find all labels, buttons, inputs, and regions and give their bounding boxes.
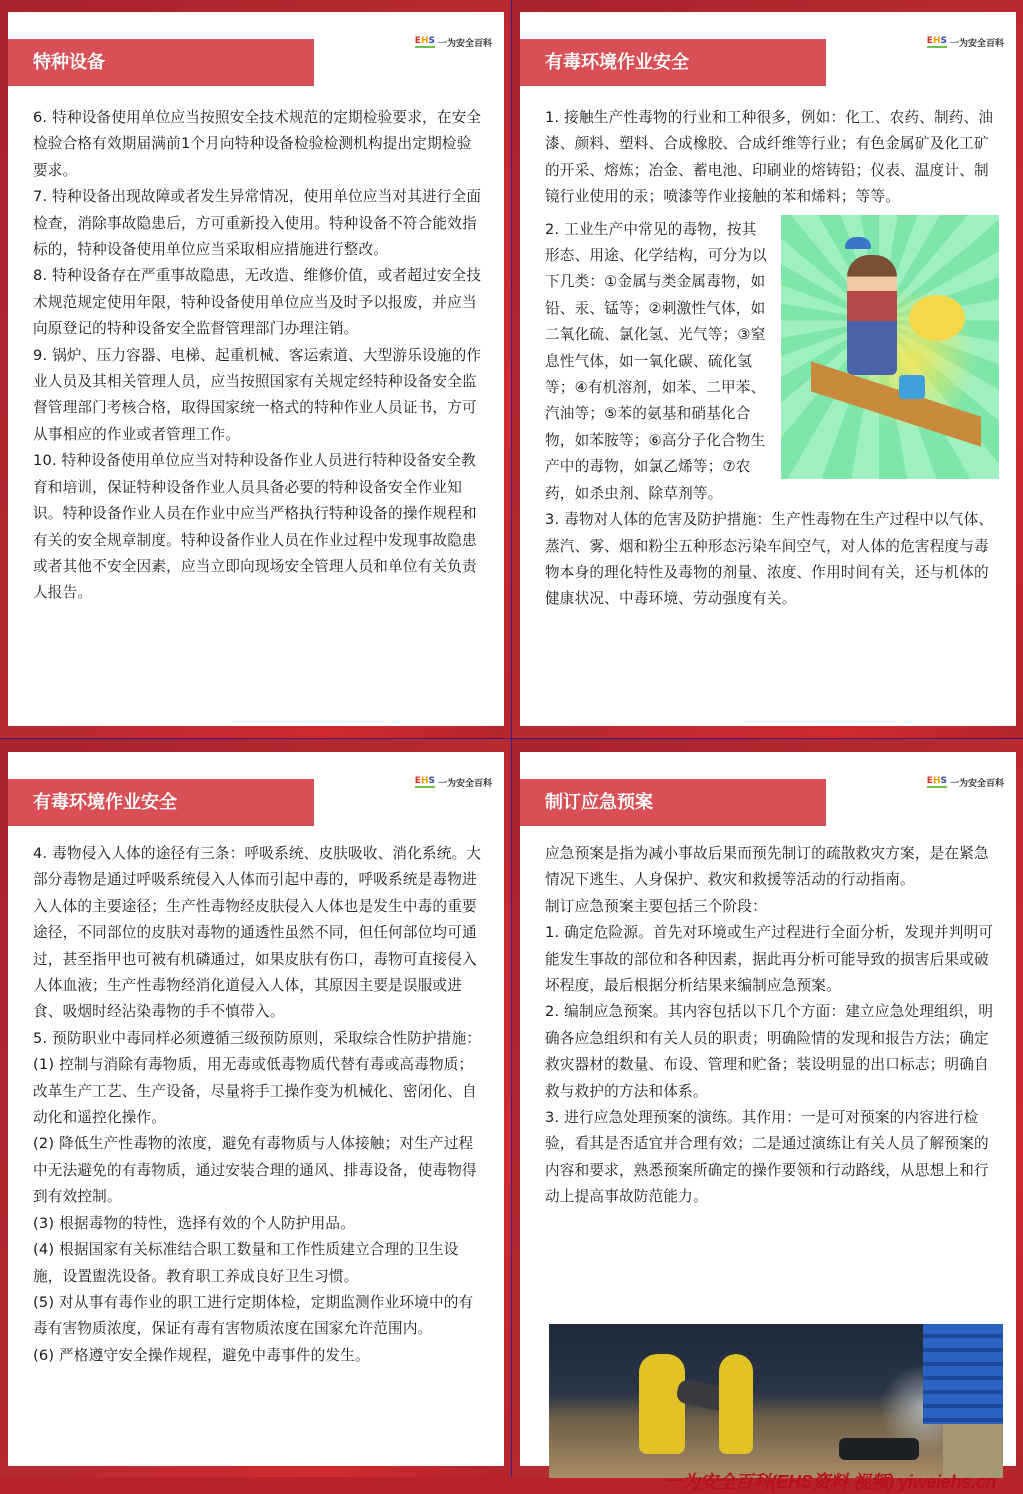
ehs-logo-icon: EHS: [926, 776, 947, 786]
section-body: [545, 841, 998, 1211]
worker-figure: [847, 255, 897, 375]
toxic-cloud-shape: [909, 295, 965, 341]
section-title: 特种设备: [8, 39, 314, 86]
paragraph: 2. 工业生产中常见的毒物，按其形态、用途、化学结构，可分为以下几类：①金属与类金属毒物，如铅、汞、锰等；②刺激性气体，如二氧化硫、氯化氢、光气等；③窒息性气体，如一氧化碳、硫化氢等；④有机溶剂，如苯、二甲苯、汽油等；⑤苯的氨基和硝基化合物，如苯胺等；⑥高分子化合物生产中的毒物，如氯乙烯等；⑦农药，如杀虫剂、除草剂等。: [545, 220, 767, 502]
stairs-shape: [923, 1324, 1003, 1424]
toxic-fumes-illustration: [781, 215, 999, 479]
section-title: 制订应急预案: [520, 779, 826, 826]
paragraph: 4. 毒物侵入人体的途径有三条：呼吸系统、皮肤吸收、消化系统。大部分毒物是通过呼吸系统侵入人体而引起中毒的，呼吸系统是毒物进入人体的主要途径；生产性毒物经皮肤侵入人体也是发生中毒的重要途径，不同部位的皮肤对毒物的通透性虽然不同，但任何部位均可通过，甚至指甲也可被有机磷通过，如果皮肤有伤口，毒物可直接侵入人体血液；生产性毒物经消化道侵入人体，其原因主要是误服或进食、吸烟时经沾染毒物的手不慎带入。: [33, 845, 482, 1021]
paragraph: 10. 特种设备使用单位应当对特种设备作业人员进行特种设备安全教育和培训，保证特种设备作业人员具备必要的特种设备安全作业知识。特种设备作业人员在作业中应当严格执行特种设备的操作规程和有关的安全规章制度。特种设备作业人员在作业过程中发现事故隐患或者其他不安全因素，应当立即向现场安全管理人员和单位有关负责人报告。: [33, 452, 477, 602]
paragraph: (6) 严格遵守安全操作规程，避免中毒事件的发生。: [33, 1346, 370, 1364]
section-body: [545, 105, 998, 613]
paragraph: 3. 进行应急处理预案的演练。其作用：一是可对预案的内容进行检验，看其是否适宜并合理有效；二是通过演练让有关人员了解预案的内容和要求，熟悉预案所确定的操作要领和行动路线，从思想上和行动上提高事故防范能力。: [545, 1109, 989, 1206]
brand-logo: [927, 776, 1004, 789]
paragraph: 3. 毒物对人体的危害及防护措施：生产性毒物在生产过程中以气体、蒸汽、雾、烟和粉尘五种形态污染车间空气，对人体的危害程度与毒物本身的理化特性及毒物的剂量、浓度、作用时间有关，还与机体的健康状况、中毒环境、劳动强度有关。: [545, 511, 994, 608]
brand-logo: [415, 36, 492, 49]
brand-tagline: 一为安全百科: [437, 779, 492, 789]
jar-shape: [899, 375, 925, 399]
drum-shape: [839, 1438, 919, 1460]
paragraph: 制订应急预案主要包括三个阶段：: [545, 897, 767, 915]
brand-tagline: 一为安全百科: [949, 779, 1004, 789]
ehs-logo-icon: EHS: [414, 36, 435, 46]
paragraph: 9. 锅炉、压力容器、电梯、起重机械、客运索道、大型游乐设施的作业人员及其相关管理人员，应当按照国家有关规定经特种设备安全监督管理部门考核合格，取得国家统一格式的特种作业人员证书，方可从事相应的作业或者管理工作。: [33, 346, 482, 443]
cap-shape: [845, 237, 871, 249]
paragraph: (3) 根据毒物的特性，选择有效的个人防护用品。: [33, 1214, 355, 1232]
section-title: 有毒环境作业安全: [520, 39, 826, 86]
paragraph: 8. 特种设备存在严重事故隐患，无改造、维修价值，或者超过安全技术规范规定使用年限，特种设备使用单位应当及时予以报废，并应当向原登记的特种设备安全监督管理部门办理注销。: [33, 267, 482, 338]
hazmat-suit-figure: [719, 1354, 753, 1454]
paragraph: 5. 预防职业中毒同样必须遵循三级预防原则，采取综合性防护措施：: [33, 1029, 482, 1047]
section-body: [33, 105, 486, 607]
paragraph: 1. 接触生产性毒物的行业和工种很多，例如：化工、农药、制药、油漆、颜料、塑料、合成橡胶、合成纤维等行业；有色金属矿及化工矿的开采、熔炼；冶金、蓄电池、印刷业的熔铸铅；仪表、温度计、制镜行业使用的汞；喷漆等作业接触的苯和烯料；等等。: [545, 109, 994, 206]
paragraph: (5) 对从事有毒作业的职工进行定期体检，定期监测作业环境中的有毒有害物质浓度，保证有毒有害物质浓度在国家允许范围内。: [33, 1293, 474, 1338]
section-title: 有毒环境作业安全: [8, 779, 314, 826]
brand-tagline: 一为安全百科: [949, 39, 1004, 49]
panel-toxic-env-1: [520, 12, 1016, 726]
section-body: [33, 841, 486, 1369]
paragraph: (2) 降低生产性毒物的浓度，避免有毒物质与人体接触；对生产过程中无法避免的有毒物质，通过安装合理的通风、排毒设备，使毒物得到有效控制。: [33, 1135, 477, 1206]
table-shape: [811, 361, 981, 446]
paragraph: 1. 确定危险源。首先对环境或生产过程进行全面分析，发现并判明可能发生事故的部位和各种因素，据此再分析可能导致的损害后果或破坏程度，最后根据分析结果来编制应急预案。: [545, 924, 994, 995]
paragraph: (1) 控制与消除有毒物质，用无毒或低毒物质代替有毒或高毒物质；改革生产工艺、生产设备，尽量将手工操作变为机械化、密闭化、自动化和遥控化操作。: [33, 1056, 477, 1127]
hazmat-suit-figure: [639, 1354, 685, 1454]
brand-tagline: 一为安全百科: [437, 39, 492, 49]
paragraph: 6. 特种设备使用单位应当按照安全技术规范的定期检验要求，在安全检验合格有效期届满前1个月向特种设备检验检测机构提出定期检验要求。: [33, 109, 482, 179]
paragraph: (4) 根据国家有关标准结合职工数量和工作性质建立合理的卫生设施，设置盥洗设备。教育职工养成良好卫生习惯。: [33, 1241, 459, 1285]
grid-divider-horizontal: [0, 738, 1023, 739]
ehs-logo-icon: EHS: [926, 36, 947, 46]
paragraph: 7. 特种设备出现故障或者发生异常情况，使用单位应当对其进行全面检查，消除事故隐患后，方可重新投入使用。特种设备不符合能效指标的，特种设备使用单位应当采取相应措施进行整改。: [33, 188, 482, 259]
paragraph: 2. 编制应急预案。其内容包括以下几个方面：建立应急处理组织，明确各应急组织和有关人员的职责；明确险情的发现和报告方法；确定救灾器材的数量、布设、管理和贮备；装设明显的出口标志；明确自救与救护的方法和体系。: [545, 1003, 994, 1100]
brand-logo: [927, 36, 1004, 49]
brand-logo: [415, 776, 492, 789]
panel-special-equipment: [8, 12, 504, 726]
watermark-text: 一为安全百科(EHS资料 视频) yiweiehs.cn: [664, 1472, 996, 1492]
panel-toxic-env-2: [8, 752, 504, 1466]
ehs-logo-icon: EHS: [414, 776, 435, 786]
hazmat-rescue-photo: [549, 1324, 1003, 1478]
paragraph: 应急预案是指为减小事故后果而预先制订的疏散救灾方案，是在紧急情况下逃生、人身保护、救灾和救援等活动的行动指南。: [545, 845, 989, 889]
panel-emergency-plan: [520, 752, 1016, 1492]
